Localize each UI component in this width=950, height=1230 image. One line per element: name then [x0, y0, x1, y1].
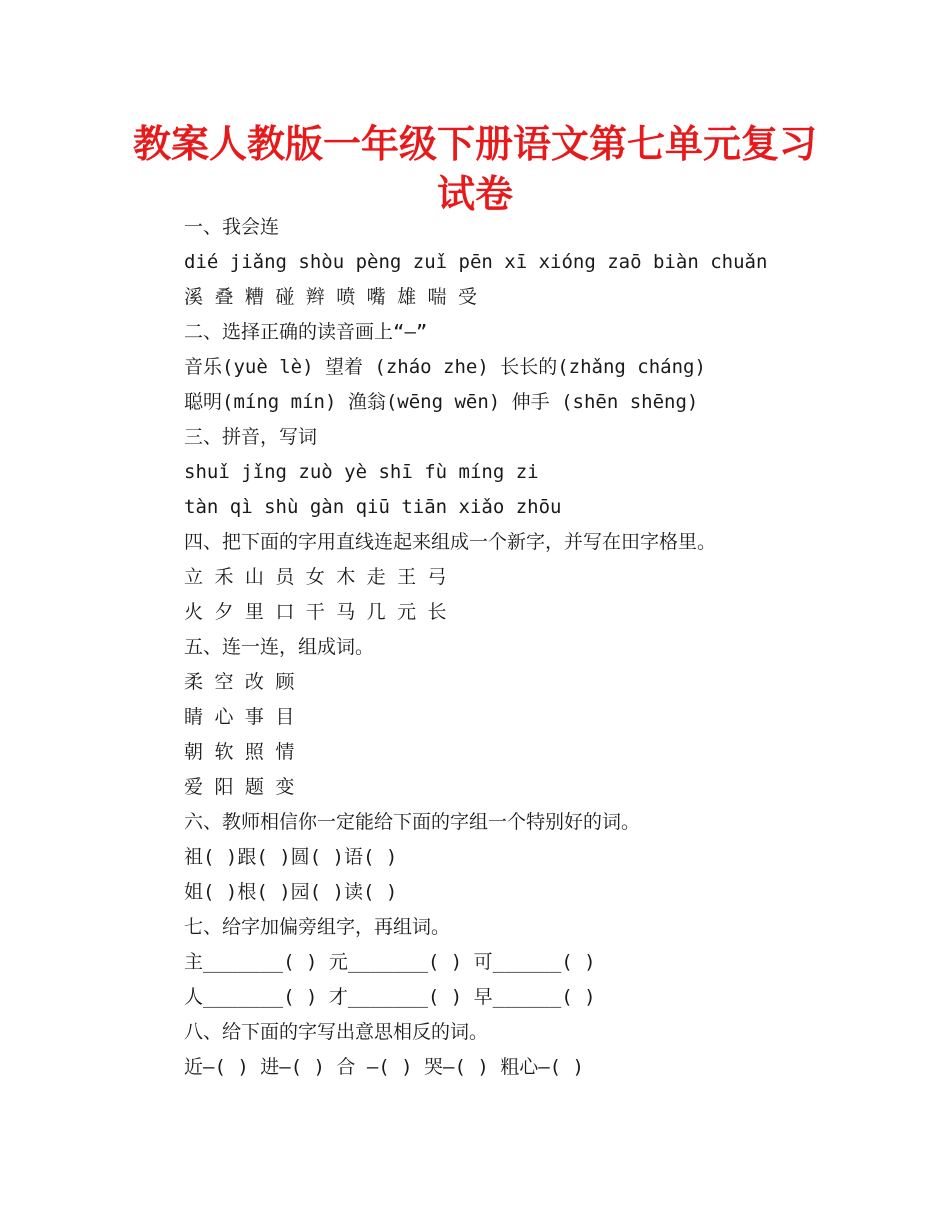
- section-heading-4: 四、把下面的字用直线连起来组成一个新字，并写在田字格里。: [184, 531, 717, 553]
- section-heading-3: 三、拼音，写词: [184, 426, 318, 448]
- word-fill-row-1: 祖( )跟( )圆( )语( ): [184, 846, 398, 868]
- antonym-row: 近—( ) 进—( ) 合 —( ) 哭—( ) 粗心—( ): [184, 1056, 584, 1078]
- section-heading-5: 五、连一连，组成词。: [184, 636, 375, 658]
- radical-fill-row-2: 人_______( ) 才_______( ) 早______( ): [184, 986, 596, 1008]
- match-row-3: 朝 软 照 情: [184, 741, 295, 763]
- reading-choice-row-2: 聪明(míng mín) 渔翁(wēng wēn) 伸手 (shēn shēng): [184, 391, 699, 413]
- document-title-line-1: 教案人教版一年级下册语文第七单元复习: [132, 122, 817, 166]
- match-row-4: 爱 阳 题 变: [184, 776, 295, 798]
- component-row-1: 立 禾 山 员 女 木 走 王 弓: [184, 566, 447, 588]
- match-row-1: 柔 空 改 顾: [184, 671, 295, 693]
- component-row-2: 火 夕 里 口 干 马 几 元 长: [184, 601, 447, 623]
- section-heading-2: 二、选择正确的读音画上“—”: [184, 321, 428, 343]
- word-fill-row-2: 姐( )根( )园( )读( ): [184, 881, 398, 903]
- section-heading-7: 七、给字加偏旁组字，再组词。: [184, 916, 451, 938]
- radical-fill-row-1: 主_______( ) 元_______( ) 可______( ): [184, 951, 596, 973]
- document-title-line-2: 试卷: [436, 172, 513, 216]
- section-heading-6: 六、教师相信你一定能给下面的字组一个特别好的词。: [184, 811, 641, 833]
- exam-content: [184, 210, 884, 1085]
- section-heading-8: 八、给下面的字写出意思相反的词。: [184, 1021, 489, 1043]
- pinyin-words-row-1: shuǐ jǐng zuò yè shī fù míng zi: [184, 461, 539, 483]
- match-row-2: 睛 心 事 目: [184, 706, 295, 728]
- reading-choice-row-1: 音乐(yuè lè) 望着 (zháo zhe) 长长的(zhǎng cháng): [184, 356, 706, 378]
- pinyin-row: dié jiǎng shòu pèng zuǐ pēn xī xióng zaō biàn chuǎn: [184, 251, 768, 273]
- character-row: 溪 叠 糟 碰 辫 喷 嘴 雄 喘 受: [184, 286, 477, 308]
- section-heading-1: 一、我会连: [184, 216, 280, 238]
- pinyin-words-row-2: tàn qì shù gàn qiū tiān xiǎo zhōu: [184, 496, 562, 518]
